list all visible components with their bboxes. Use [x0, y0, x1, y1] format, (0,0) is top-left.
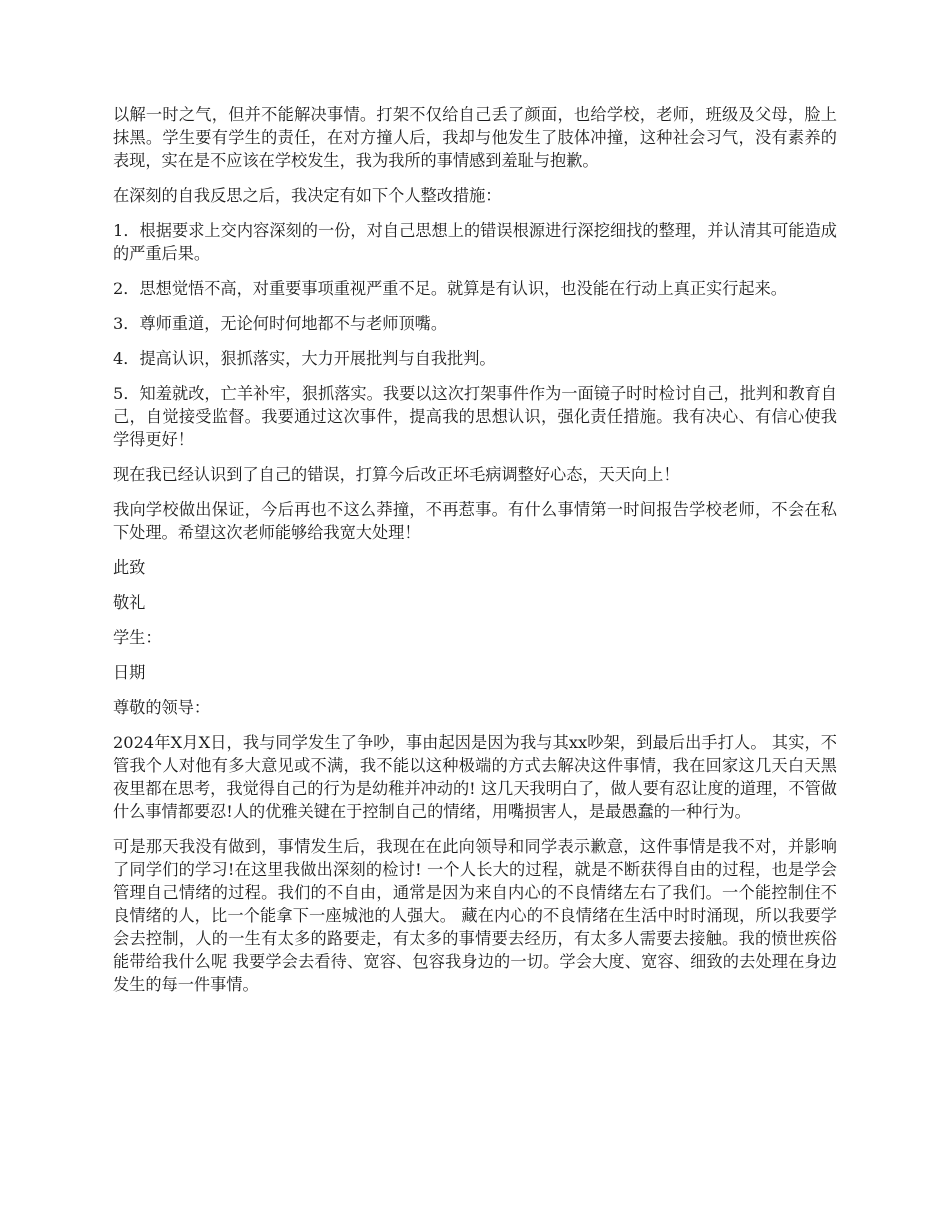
list-item: 4．提高认识，狠抓落实，大力开展批判与自我批判。: [113, 349, 496, 368]
paragraph: 2024年X月X日，我与同学发生了争吵，事由起因是因为我与其xx吵架，到最后出手打人。 其实，不管我个人对他有多大意见或不满，我不能以这种极端的方式去解决这件事情，我在回家这几天白天黑夜里都在思考，我觉得自己的行为是幼稚并冲动的! 这几天我明白了，做人要有忍让度的道理，不管做什么事情都要忍!人的优雅关键在于控制自己的情绪，用嘴损害人，是最愚蠢的一种行为。: [113, 733, 837, 821]
date-label: 日期: [113, 663, 146, 682]
list-item: 5．知羞就改，亡羊补牢，狠抓落实。我要以这次打架事件作为一面镜子时时检讨自己，批判和教育自己，自觉接受监督。我要通过这次事件，提高我的思想认识，强化责任措施。我有决心、有信心使我学得更好！: [113, 384, 837, 449]
paragraph: 现在我已经认识到了自己的错误，打算今后改正坏毛病调整好心态，天天向上！: [113, 465, 680, 484]
paragraph: 可是那天我没有做到，事情发生后，我现在在此向领导和同学表示歉意，这件事情是我不对，并影响了同学们的学习!在这里我做出深刻的检讨! 一个人长大的过程，就是不断获得自由的过程，也是学会管理自己情绪的过程。我们的不自由，通常是因为来自内心的不良情绪左右了我们。一个能控制住不良情绪的人，比一个能拿下一座城池的人强大。 藏在内心的不良情绪在生活中时时涌现，所以我要学会去控制，人的一生有太多的路要走，有太多的事情要去经历，有太多人需要去接触。我的愤世疾俗能带给我什么呢 我要学会去看待、宽容、包容我身边的一切。学会大度、宽容、细致的去处理在身边发生的每一件事情。: [113, 837, 837, 994]
list-item: 1．根据要求上交内容深刻的一份，对自己思想上的错误根源进行深挖细找的整理，并认清其可能造成的严重后果。: [113, 221, 837, 263]
document-page: [113, 103, 837, 1008]
closing-line: 此致: [113, 558, 146, 577]
list-item: 2．思想觉悟不高，对重要事项重视严重不足。就算是有认识，也没能在行动上真正实行起来。: [113, 279, 787, 298]
closing-line: 敬礼: [113, 593, 146, 612]
signature-label: 学生：: [113, 628, 162, 647]
salutation: 尊敬的领导：: [113, 698, 211, 717]
paragraph: 以解一时之气，但并不能解决事情。打架不仅给自己丢了颜面，也给学校，老师，班级及父母，脸上抹黑。学生要有学生的责任，在对方撞人后，我却与他发生了肢体冲撞，这种社会习气，没有素养的表现，实在是不应该在学校发生，我为我所的事情感到羞耻与抱歉。: [113, 105, 837, 170]
list-item: 3．尊师重道，无论何时何地都不与老师顶嘴。: [113, 314, 448, 333]
paragraph: 我向学校做出保证，今后再也不这么莽撞，不再惹事。有什么事情第一时间报告学校老师，不会在私下处理。希望这次老师能够给我宽大处理！: [113, 500, 837, 542]
paragraph: 在深刻的自我反思之后，我决定有如下个人整改措施：: [113, 186, 502, 205]
